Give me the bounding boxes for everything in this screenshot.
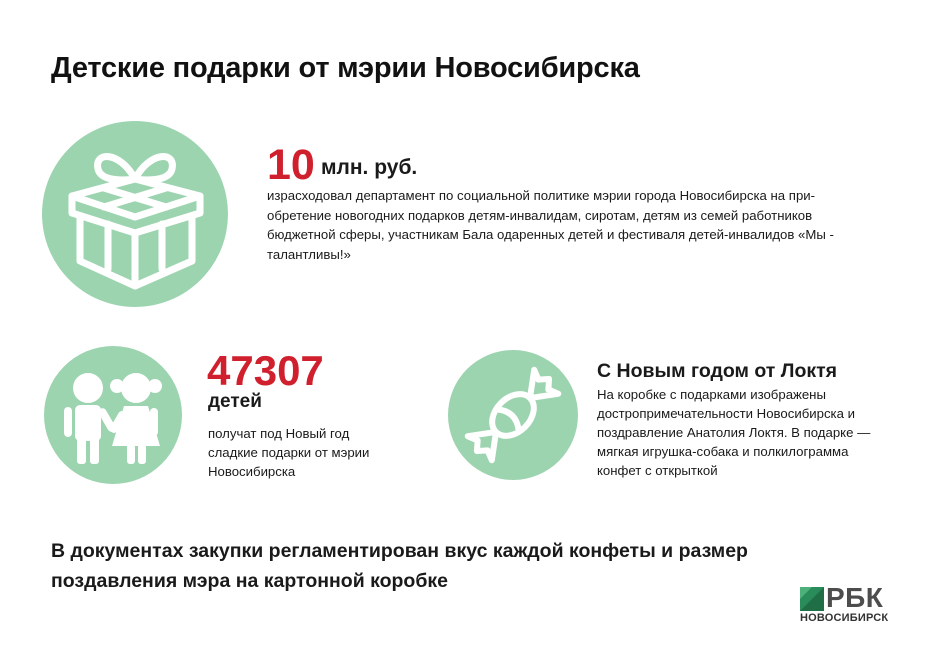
stat-number-budget: 10: [267, 141, 315, 189]
section-title-gift: С Новым годом от Локтя: [597, 360, 838, 382]
logo-word: РБК: [826, 582, 884, 613]
stat-unit-children: детей: [208, 391, 262, 412]
candy-icon: [448, 350, 578, 480]
stat-unit-budget: млн. руб.: [321, 156, 418, 179]
rbc-logo-mark-icon: [800, 587, 824, 611]
stat-description-children: получат под Новый год сладкие подарки от мэрии Новосибирска: [208, 426, 370, 479]
conclusion-text: В документах закупки регламентирован вкус каждой конфеты и размер поздавления мэра на картонной коробке: [51, 540, 748, 592]
stat-number-children: 47307: [207, 347, 324, 394]
logo-city: НОВОСИБИРСК: [800, 612, 889, 624]
gift-box-icon: [42, 121, 228, 307]
children-icon: [44, 346, 182, 484]
page-title: Детские подарки от мэрии Новосибирска: [51, 52, 640, 84]
rbc-logo: [800, 582, 910, 627]
section-description-gift: На коробке с подарками изображены достропримечательности Новосибирска и поздравление Анатолия Локтя. В подарке — мягкая игрушка-собака и полкилограмма конфет с открыткой: [597, 387, 871, 478]
stat-description-budget: израсходовал департамент по социальной политике мэрии города Новосибирска на приобретение новогодних подарков детям-инвалидам, сиротам, детям из семей работников бюджетной сферы, участникам Бала одаренных детей и фестиваля детей-инвалидов «Мы - талантливы!»: [267, 188, 834, 262]
